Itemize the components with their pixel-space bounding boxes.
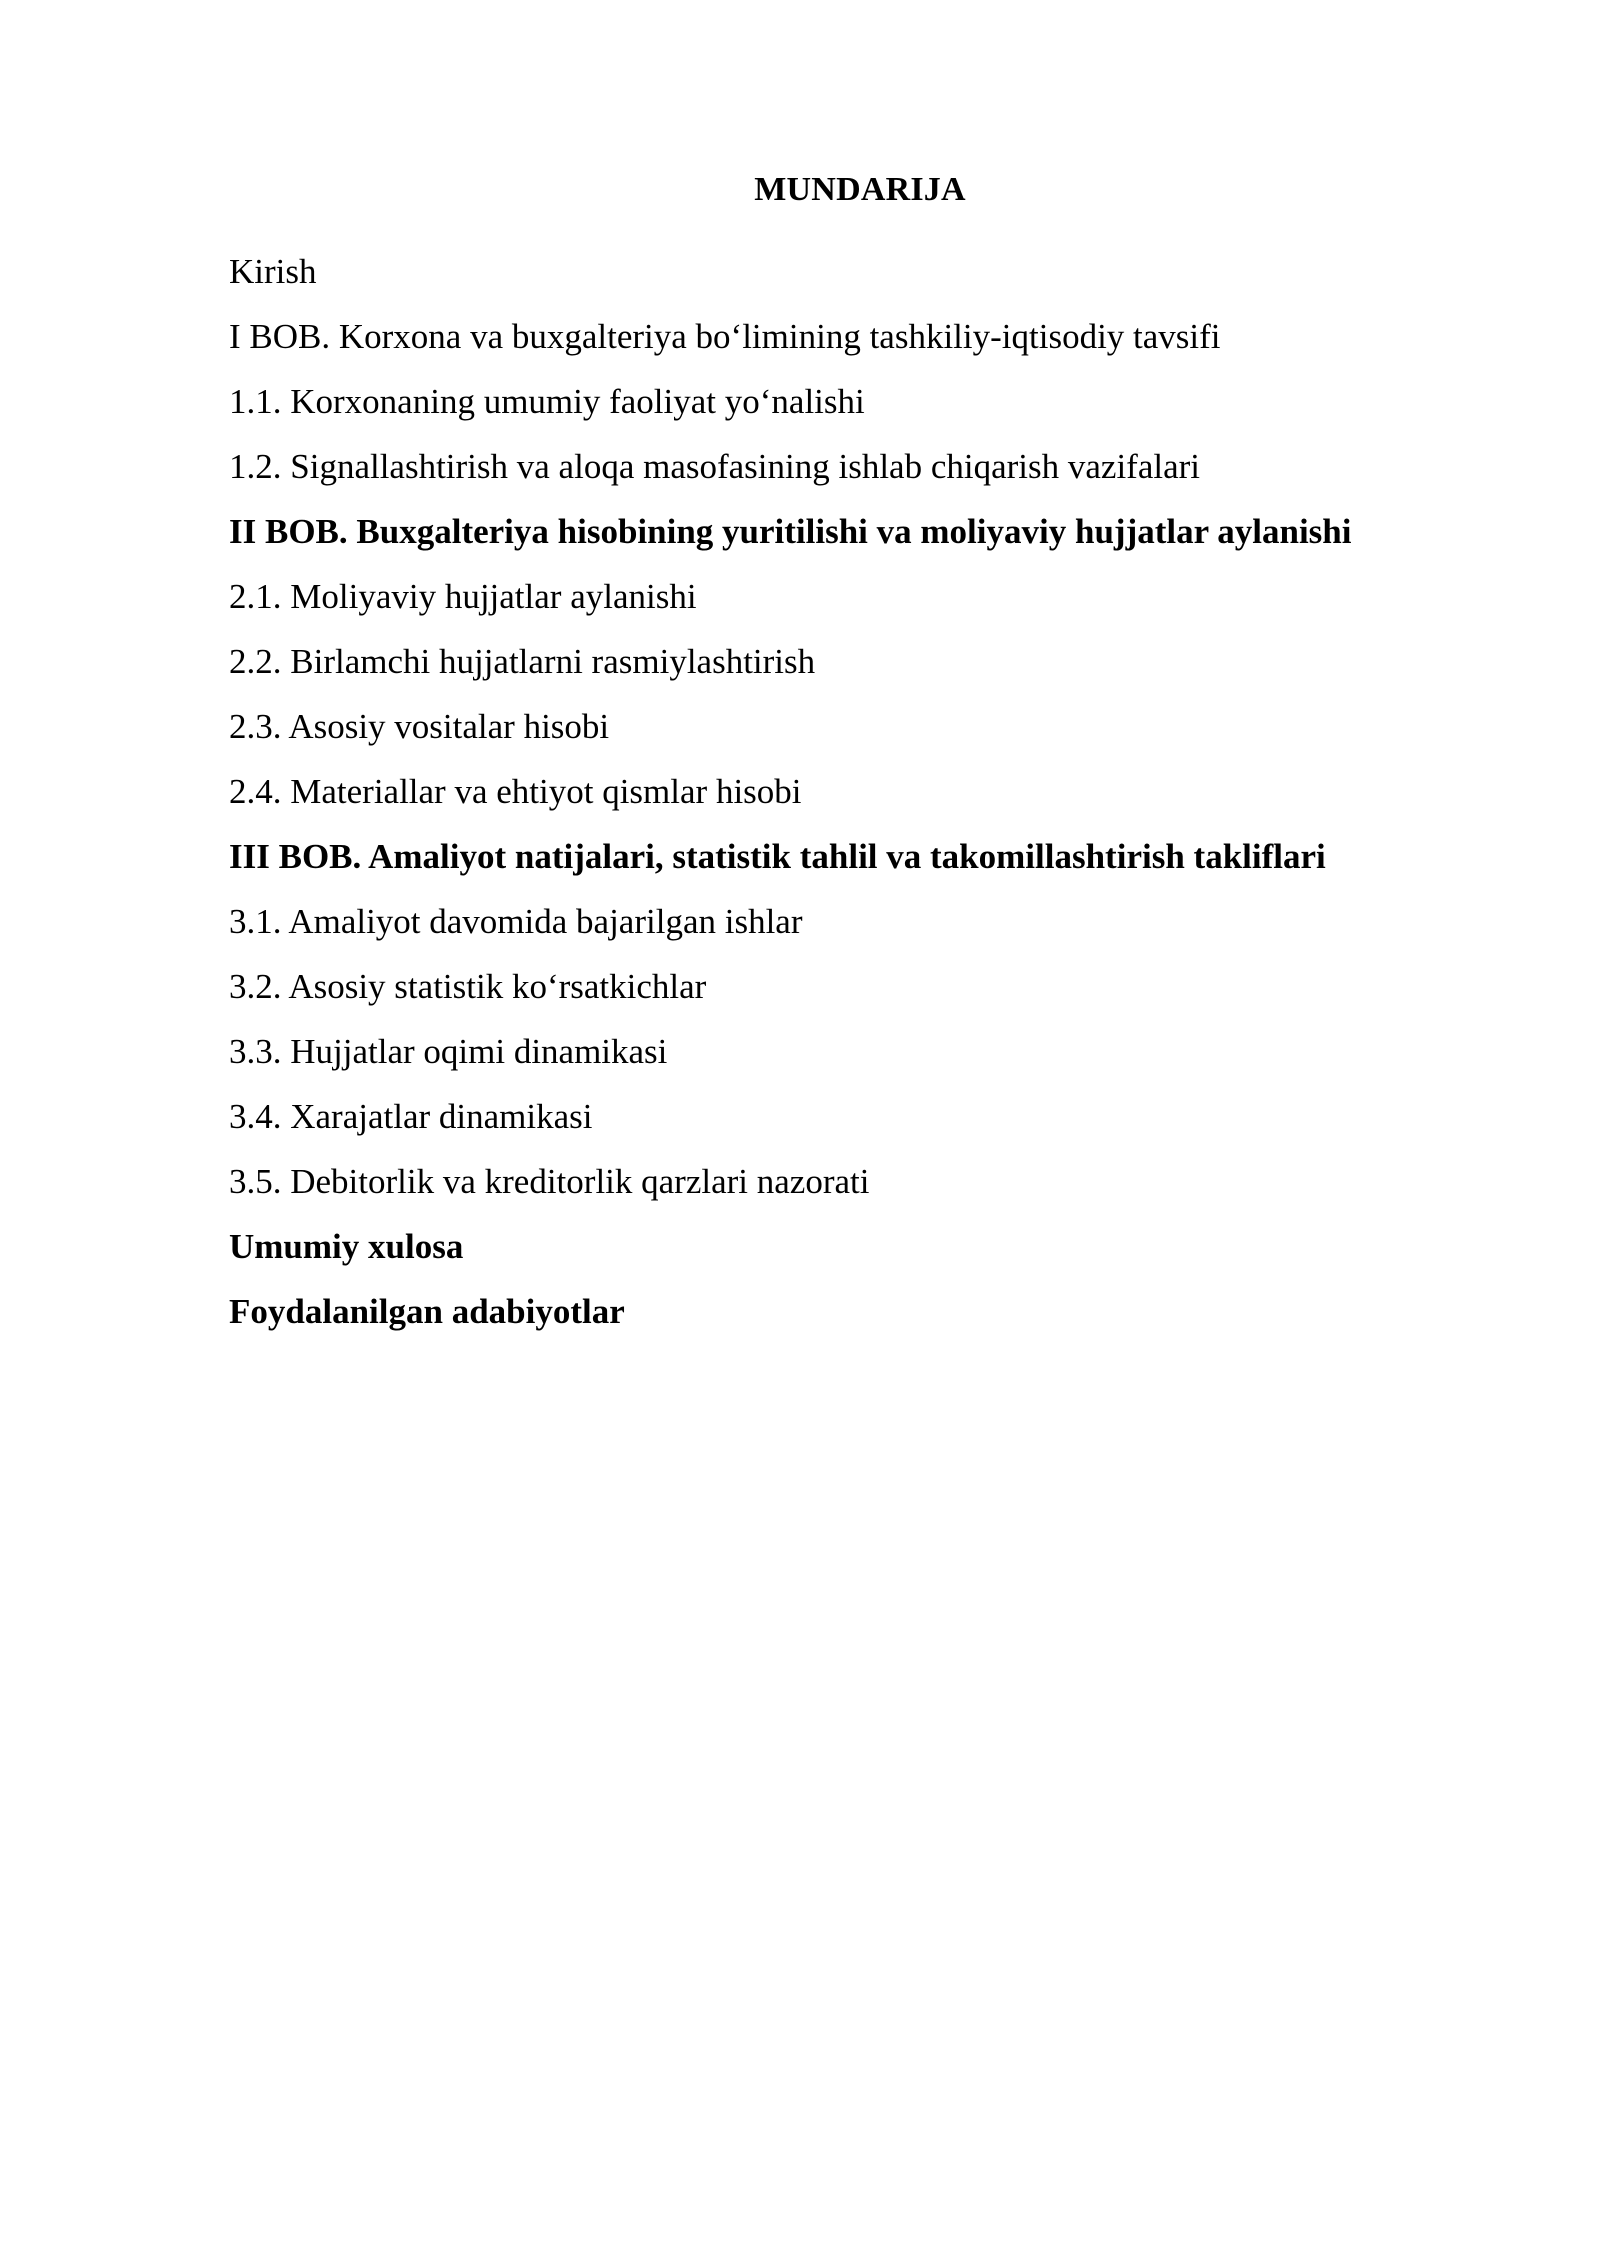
toc-entry-3-1: 3.1. Amaliyot davomida bajarilgan ishlar [229, 902, 803, 941]
toc-entry-3-5: 3.5. Debitorlik va kreditorlik qarzlari nazorati [229, 1162, 870, 1201]
toc-entry-3-4: 3.4. Xarajatlar dinamikasi [229, 1097, 593, 1136]
toc-entry-2-3: 2.3. Asosiy vositalar hisobi [229, 707, 610, 746]
toc-entry-2-2: 2.2. Birlamchi hujjatlarni rasmiylashtirish [229, 642, 816, 681]
toc-entry-1-2: 1.2. Signallashtirish va aloqa masofasining ishlab chiqarish vazifalari [229, 447, 1201, 486]
toc-entry-1-1: 1.1. Korxonaning umumiy faoliyat yo‘nalishi [229, 382, 865, 421]
page-title: MUNDARIJA [754, 171, 966, 208]
table-of-contents [229, 249, 1351, 1354]
toc-entry-2-4: 2.4. Materiallar va ehtiyot qismlar hisobi [229, 772, 802, 811]
toc-entry-conclusion: Umumiy xulosa [229, 1227, 464, 1266]
toc-entry-kirish: Kirish [229, 252, 317, 291]
toc-entry-chapter-1: I BOB. Korxona va buxgalteriya bo‘limining tashkiliy-iqtisodiy tavsifi [229, 317, 1221, 356]
toc-entry-2-1: 2.1. Moliyaviy hujjatlar aylanishi [229, 577, 697, 616]
toc-entry-3-3: 3.3. Hujjatlar oqimi dinamikasi [229, 1032, 668, 1071]
toc-entry-references: Foydalanilgan adabiyotlar [229, 1292, 625, 1331]
toc-entry-chapter-3: III BOB. Amaliyot natijalari, statistik tahlil va takomillashtirish takliflari [229, 837, 1326, 876]
toc-entry-chapter-2: II BOB. Buxgalteriya hisobining yuritilishi va moliyaviy hujjatlar aylanishi [229, 512, 1352, 551]
toc-entry-3-2: 3.2. Asosiy statistik ko‘rsatkichlar [229, 967, 707, 1006]
